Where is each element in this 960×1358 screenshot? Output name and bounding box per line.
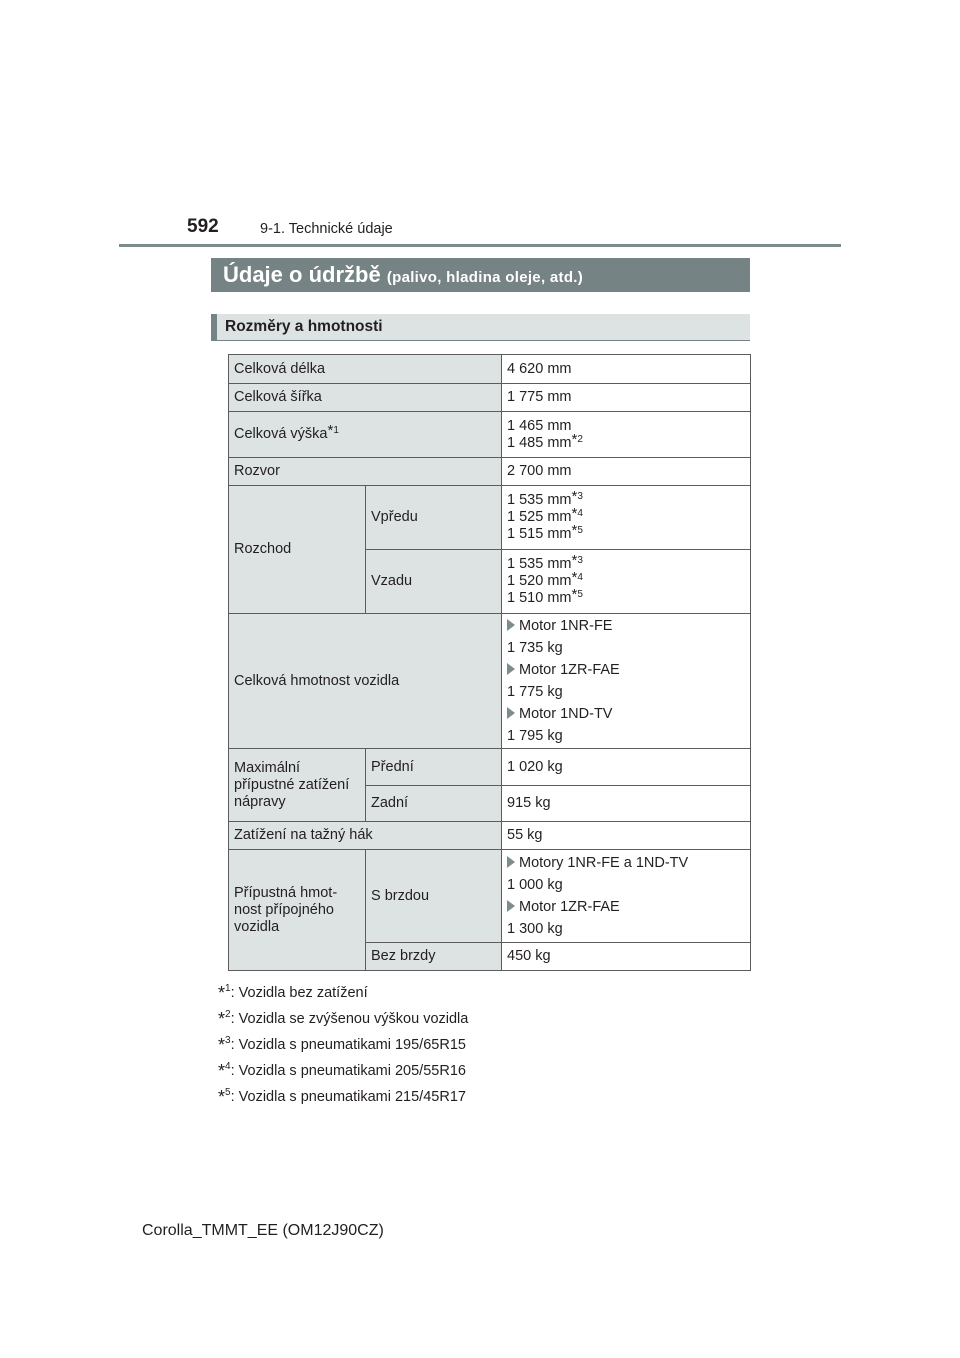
- table-row: [229, 822, 751, 850]
- row-label: Rozchod: [229, 486, 366, 614]
- footnote: *$^4$: Vozidla s pneumatikami 205/55R16: [218, 1061, 466, 1081]
- main-title-subtitle: (palivo, hladina oleje, atd.): [386, 269, 584, 286]
- section-label: 9-1. Technické údaje: [260, 221, 393, 237]
- row-value: 1 020 kg: [502, 749, 751, 786]
- row-label: Přípustná hmot-nost přípojného vozidla: [229, 850, 366, 971]
- height-value: 1 465 mm: [507, 417, 572, 434]
- row-label: Maximální přípustné zatížení nápravy: [229, 749, 366, 822]
- row-sublabel: Bez brzdy: [366, 943, 502, 971]
- row-sublabel: Vpředu: [366, 486, 502, 550]
- table-row: [229, 850, 751, 943]
- row-value: 55 kg: [502, 822, 751, 850]
- row-label: Celková hmotnost vozidla: [229, 614, 502, 749]
- footnote: *$^1$: Vozidla bez zatížení: [218, 983, 368, 1003]
- row-sublabel: Vzadu: [366, 550, 502, 614]
- row-label: Zatížení na tažný hák: [229, 822, 502, 850]
- row-value: [502, 412, 751, 458]
- table-row: [229, 355, 751, 384]
- triangle-bullet-icon: [507, 663, 515, 675]
- row-value: 450 kg: [502, 943, 751, 971]
- header-divider: [119, 244, 841, 247]
- row-sublabel: Přední: [366, 749, 502, 786]
- triangle-bullet-icon: [507, 856, 515, 868]
- footnote: *$^3$: Vozidla s pneumatikami 195/65R15: [218, 1035, 466, 1055]
- row-sublabel: S brzdou: [366, 850, 502, 943]
- table-row: [229, 486, 751, 550]
- footnote-ref: *1: [327, 422, 339, 439]
- subsection-title: Rozměry a hmotnosti: [211, 314, 750, 341]
- main-title-banner: [211, 258, 750, 292]
- footnote: *$^5$: Vozidla s pneumatikami 215/45R17: [218, 1087, 466, 1107]
- footnote: *$^2$: Vozidla se zvýšenou výškou vozidla: [218, 1009, 469, 1029]
- triangle-bullet-icon: [507, 707, 515, 719]
- table-row: [229, 614, 751, 749]
- row-sublabel: Zadní: [366, 786, 502, 822]
- triangle-bullet-icon: [507, 900, 515, 912]
- row-value: 915 kg: [502, 786, 751, 822]
- row-value: 1 535 mm$^{*3}$ 1 520 mm$^{*4}$ 1 510 mm$^{*5}$: [502, 550, 751, 614]
- table-row: [229, 458, 751, 486]
- footnotes: [218, 976, 468, 1106]
- height-value: 1 485 mm: [507, 434, 572, 451]
- page-footer: Corolla_TMMT_EE (OM12J90CZ): [142, 1222, 384, 1239]
- row-value: Motory 1NR-FE a 1ND-TV 1 000 kg Motor 1ZR-FAE 1 300 kg: [502, 850, 751, 943]
- row-value: 2 700 mm: [502, 458, 751, 486]
- row-label: [229, 412, 502, 458]
- dimensions-table: [228, 354, 751, 971]
- page-number: 592: [187, 216, 219, 237]
- footnote-ref: *2: [571, 430, 583, 448]
- row-value: 1 535 mm$^{*3}$ 1 525 mm$^{*4}$ 1 515 mm$^{*5}$: [502, 486, 751, 550]
- row-label: Celková šířka: [229, 384, 502, 412]
- row-value: 4 620 mm: [502, 355, 751, 384]
- table-row: [229, 749, 751, 786]
- row-value: 1 775 mm: [502, 384, 751, 412]
- main-title: Údaje o údržbě: [223, 262, 381, 287]
- row-label: Celková délka: [229, 355, 502, 384]
- row-label: Rozvor: [229, 458, 502, 486]
- height-label-text: Celková výška: [234, 426, 328, 442]
- table-row: [229, 412, 751, 458]
- row-value: Motor 1NR-FE 1 735 kg Motor 1ZR-FAE 1 775 kg Motor 1ND-TV 1 795 kg: [502, 614, 751, 749]
- triangle-bullet-icon: [507, 619, 515, 631]
- table-row: [229, 384, 751, 412]
